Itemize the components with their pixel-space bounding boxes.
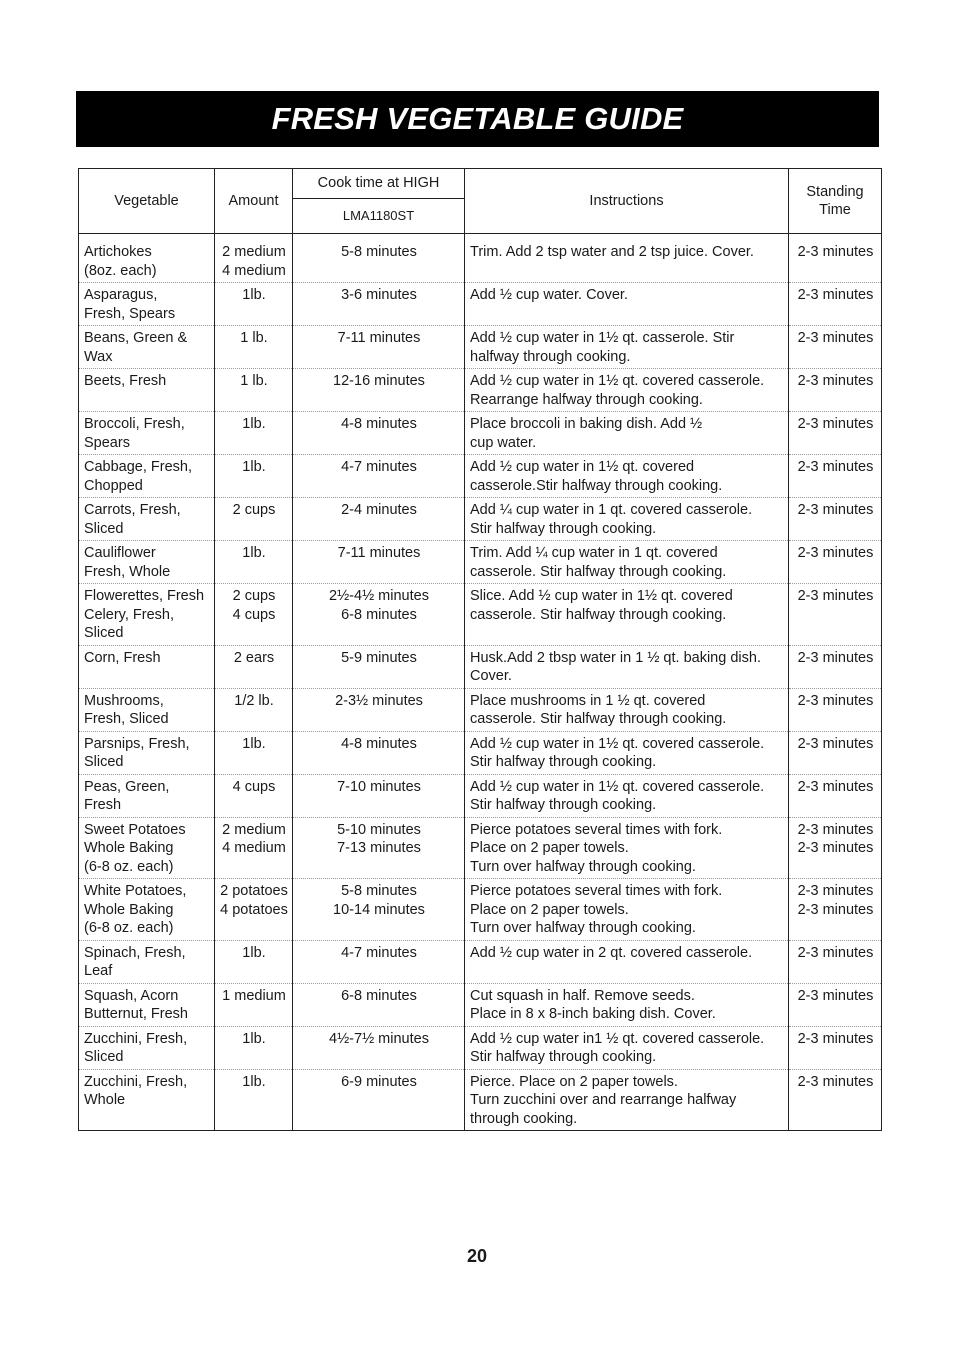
- amount-cell-line: 1lb.: [242, 416, 266, 432]
- vegetable-cell: [79, 240, 215, 283]
- cook-time-cell: [293, 369, 465, 412]
- instructions-cell: [465, 688, 789, 731]
- instructions-cell: [465, 731, 789, 774]
- vegetable-cell-line: (6-8 oz. each): [84, 920, 174, 936]
- instructions-cell-line: Turn zucchini over and rearrange halfway: [470, 1092, 737, 1108]
- table-row: [79, 774, 882, 817]
- instructions-cell-line: Place mushrooms in 1 ½ qt. covered: [470, 692, 706, 709]
- standing-time-cell: [789, 940, 882, 983]
- amount-cell-line: 2 medium: [222, 821, 286, 838]
- table-row: [79, 817, 882, 879]
- standing-time-cell-line: 2-3 minutes: [797, 244, 874, 260]
- vegetable-cell-line: Fresh, Whole: [84, 563, 171, 580]
- instructions-cell-line: Place on 2 paper towels.: [470, 901, 629, 918]
- table-row: [79, 326, 882, 369]
- amount-cell-line: 2 potatoes: [220, 883, 288, 899]
- instructions-cell: [465, 879, 789, 941]
- standing-time-cell-line: 2-3 minutes: [797, 502, 874, 518]
- vegetable-cell-line: Sliced: [84, 625, 124, 641]
- cook-time-cell: [293, 774, 465, 817]
- cook-time-cell-line: 4-7 minutes: [341, 944, 417, 961]
- standing-time-cell-line: 2-3 minutes: [797, 1073, 874, 1090]
- instructions-cell: [465, 1069, 789, 1131]
- amount-cell-line: 1lb.: [242, 1073, 266, 1090]
- vegetable-cell-line: Corn, Fresh: [84, 649, 161, 666]
- vegetable-cell-line: Sweet Potatoes: [84, 821, 186, 838]
- cook-time-cell-line: 5-8 minutes: [341, 883, 417, 899]
- cook-time-cell: [293, 283, 465, 326]
- vegetable-cell: [79, 983, 215, 1026]
- cook-time-cell-line: 12-16 minutes: [333, 373, 425, 389]
- vegetable-cell-line: Beans, Green &: [84, 330, 188, 346]
- instructions-cell-line: Add ½ cup water in 2 qt. covered casserole.: [470, 944, 753, 961]
- cook-time-cell-line: 2-4 minutes: [341, 502, 417, 518]
- page-title: FRESH VEGETABLE GUIDE: [271, 101, 684, 136]
- cook-time-cell-line: 3-6 minutes: [341, 287, 417, 303]
- table-header: [79, 169, 882, 234]
- header-standing-line1: Standing: [806, 183, 864, 200]
- amount-cell: [215, 455, 293, 498]
- standing-time-cell: [789, 240, 882, 283]
- vegetable-cell-line: Fresh, Sliced: [84, 711, 169, 727]
- vegetable-cell-line: Chopped: [84, 477, 143, 494]
- vegetable-cell-line: Fresh: [84, 797, 122, 813]
- vegetable-cell-line: Sliced: [84, 520, 124, 537]
- amount-cell: [215, 369, 293, 412]
- amount-cell: [215, 688, 293, 731]
- instructions-cell-line: cup water.: [470, 434, 537, 451]
- vegetable-cell-line: Peas, Green,: [84, 778, 170, 795]
- standing-time-cell: [789, 326, 882, 369]
- header-standing-line2: Time: [819, 202, 851, 218]
- standing-time-cell: [789, 584, 882, 646]
- amount-cell-line: 1lb.: [242, 545, 266, 561]
- standing-time-cell: [789, 817, 882, 879]
- vegetable-cell-line: Cabbage, Fresh,: [84, 459, 193, 475]
- vegetable-cell-line: Whole: [84, 1092, 126, 1108]
- amount-cell-line: 1lb.: [242, 944, 266, 961]
- amount-cell: [215, 940, 293, 983]
- amount-cell: [215, 326, 293, 369]
- instructions-cell: [465, 774, 789, 817]
- instructions-cell: [465, 283, 789, 326]
- cook-time-cell-line: 2½-4½ minutes: [329, 588, 429, 604]
- standing-time-cell-line: 2-3 minutes: [797, 287, 874, 303]
- table-row: [79, 498, 882, 541]
- instructions-cell-line: Cut squash in half. Remove seeds.: [470, 987, 695, 1004]
- instructions-cell-line: Add ½ cup water. Cover.: [470, 287, 628, 303]
- amount-cell: [215, 584, 293, 646]
- instructions-cell-line: Place on 2 paper towels.: [470, 840, 629, 856]
- cook-time-cell: [293, 1069, 465, 1131]
- instructions-cell-line: Place in 8 x 8-inch baking dish. Cover.: [470, 1006, 716, 1022]
- instructions-cell-line: halfway through cooking.: [470, 348, 631, 365]
- instructions-cell: [465, 983, 789, 1026]
- amount-cell: [215, 1026, 293, 1069]
- standing-time-cell-line: 2-3 minutes: [797, 649, 874, 666]
- vegetable-cell: [79, 774, 215, 817]
- cook-time-cell: [293, 983, 465, 1026]
- table-body: [79, 234, 882, 1131]
- instructions-cell-line: Add ½ cup water in 1½ qt. covered casserole.: [470, 735, 765, 752]
- cook-time-cell-line: 4-8 minutes: [341, 416, 417, 432]
- cook-time-cell: [293, 817, 465, 879]
- vegetable-cell: [79, 584, 215, 646]
- instructions-cell: [465, 369, 789, 412]
- amount-cell-line: 4 medium: [222, 840, 286, 856]
- standing-time-cell: [789, 283, 882, 326]
- amount-cell: [215, 412, 293, 455]
- vegetable-cell: [79, 1026, 215, 1069]
- instructions-cell-line: Add ¼ cup water in 1 qt. covered casserole.: [470, 502, 753, 518]
- cook-time-cell: [293, 731, 465, 774]
- standing-time-cell-line: 2-3 minutes: [797, 901, 874, 918]
- standing-time-cell-line: 2-3 minutes: [797, 545, 874, 561]
- vegetable-cell: [79, 369, 215, 412]
- amount-cell-line: 1lb.: [242, 459, 266, 475]
- instructions-cell-line: Stir halfway through cooking.: [470, 754, 657, 770]
- vegetable-cell-line: Wax: [84, 348, 113, 365]
- instructions-cell-line: Add ½ cup water in 1½ qt. covered: [470, 459, 695, 475]
- vegetable-cell: [79, 455, 215, 498]
- instructions-cell: [465, 541, 789, 584]
- instructions-cell-line: Stir halfway through cooking.: [470, 1049, 657, 1065]
- instructions-cell-line: Add ½ cup water in 1½ qt. covered casserole.: [470, 373, 765, 389]
- standing-time-cell: [789, 879, 882, 941]
- amount-cell-line: 4 cups: [232, 606, 276, 623]
- amount-cell: [215, 498, 293, 541]
- instructions-cell-line: casserole. Stir halfway through cooking.: [470, 563, 727, 580]
- standing-time-cell-line: 2-3 minutes: [797, 459, 874, 475]
- vegetable-cell-line: Spinach, Fresh,: [84, 944, 186, 961]
- vegetable-cell-line: Carrots, Fresh,: [84, 502, 181, 518]
- instructions-cell-line: Pierce potatoes several times with fork.: [470, 821, 723, 838]
- vegetable-cell-line: Spears: [84, 434, 130, 451]
- instructions-cell: [465, 240, 789, 283]
- amount-cell-line: 1 medium: [222, 987, 286, 1004]
- amount-cell: [215, 817, 293, 879]
- amount-cell-line: 2 cups: [232, 588, 276, 604]
- instructions-cell-line: Stir halfway through cooking.: [470, 797, 657, 813]
- table-row: [79, 645, 882, 688]
- cook-time-cell-line: 2-3½ minutes: [335, 692, 423, 709]
- standing-time-cell-line: 2-3 minutes: [797, 778, 874, 795]
- instructions-cell: [465, 817, 789, 879]
- amount-cell: [215, 645, 293, 688]
- amount-cell: [215, 240, 293, 283]
- cook-time-cell-line: 4-7 minutes: [341, 459, 417, 475]
- cook-time-cell-line: 6-8 minutes: [341, 606, 417, 623]
- cook-time-cell-line: 10-14 minutes: [333, 901, 425, 918]
- cook-time-cell-line: 6-9 minutes: [341, 1073, 417, 1090]
- amount-cell: [215, 1069, 293, 1131]
- instructions-cell-line: casserole.Stir halfway through cooking.: [470, 477, 723, 494]
- table-row: [79, 541, 882, 584]
- cook-time-cell-line: 7-13 minutes: [337, 840, 421, 856]
- cook-time-cell: [293, 879, 465, 941]
- standing-time-cell-line: 2-3 minutes: [797, 987, 874, 1004]
- cook-time-cell-line: 5-10 minutes: [337, 821, 421, 838]
- table-row: [79, 283, 882, 326]
- cook-time-cell: [293, 498, 465, 541]
- amount-cell: [215, 879, 293, 941]
- cook-time-cell: [293, 455, 465, 498]
- instructions-cell-line: Place broccoli in baking dish. Add ½: [470, 416, 703, 432]
- instructions-cell-line: Stir halfway through cooking.: [470, 520, 657, 537]
- amount-cell: [215, 983, 293, 1026]
- standing-time-cell-line: 2-3 minutes: [797, 735, 874, 752]
- vegetable-cell-line: Whole Baking: [84, 840, 174, 856]
- header-standing-time: [789, 169, 882, 234]
- amount-cell: [215, 774, 293, 817]
- cook-time-cell-line: 7-10 minutes: [337, 778, 421, 795]
- vegetable-cell-line: Flowerettes, Fresh: [84, 588, 205, 604]
- instructions-cell-line: Add ½ cup water in 1½ qt. covered casserole.: [470, 778, 765, 795]
- vegetable-cell-line: Broccoli, Fresh,: [84, 416, 185, 432]
- cook-time-cell-line: 4½-7½ minutes: [329, 1030, 429, 1047]
- vegetable-cell-line: Asparagus,: [84, 287, 158, 303]
- cook-time-cell: [293, 240, 465, 283]
- amount-cell-line: 1lb.: [242, 735, 266, 752]
- header-cook-time: Cook time at HIGH: [293, 169, 465, 199]
- amount-cell-line: 2 medium: [222, 244, 286, 260]
- table-row: [79, 1026, 882, 1069]
- vegetable-cell: [79, 731, 215, 774]
- standing-time-cell: [789, 645, 882, 688]
- standing-time-cell-line: 2-3 minutes: [797, 416, 874, 432]
- vegetable-cell-line: Zucchini, Fresh,: [84, 1030, 188, 1047]
- standing-time-cell-line: 2-3 minutes: [797, 944, 874, 961]
- header-amount: Amount: [215, 169, 293, 234]
- instructions-cell-line: Pierce potatoes several times with fork.: [470, 883, 723, 899]
- cook-time-cell-line: 4-8 minutes: [341, 735, 417, 752]
- cook-time-cell-line: 5-8 minutes: [341, 244, 417, 260]
- amount-cell-line: 1/2 lb.: [234, 692, 274, 709]
- vegetable-cell: [79, 498, 215, 541]
- table-row: [79, 1069, 882, 1131]
- amount-cell-line: 1 lb.: [240, 330, 268, 346]
- table-row: [79, 731, 882, 774]
- table-row: [79, 369, 882, 412]
- standing-time-cell-line: 2-3 minutes: [797, 330, 874, 346]
- standing-time-cell-line: 2-3 minutes: [797, 1030, 874, 1047]
- standing-time-cell: [789, 369, 882, 412]
- vegetable-cell-line: Beets, Fresh: [84, 373, 167, 389]
- table-row: [79, 584, 882, 646]
- standing-time-cell: [789, 412, 882, 455]
- vegetable-cell-line: Fresh, Spears: [84, 305, 176, 322]
- instructions-cell-line: Add ½ cup water in1 ½ qt. covered casserole.: [470, 1030, 765, 1047]
- instructions-cell-line: casserole. Stir halfway through cooking.: [470, 606, 727, 623]
- cook-time-cell: [293, 688, 465, 731]
- standing-time-cell: [789, 541, 882, 584]
- cook-time-cell: [293, 326, 465, 369]
- cook-time-cell: [293, 645, 465, 688]
- amount-cell: [215, 731, 293, 774]
- cook-time-cell: [293, 584, 465, 646]
- header-vegetable: Vegetable: [79, 169, 215, 234]
- standing-time-cell-line: 2-3 minutes: [797, 883, 874, 899]
- standing-time-cell: [789, 1026, 882, 1069]
- table-row: [79, 940, 882, 983]
- cook-time-cell: [293, 1026, 465, 1069]
- vegetable-cell: [79, 645, 215, 688]
- vegetable-cell: [79, 283, 215, 326]
- amount-cell-line: 1lb.: [242, 1030, 266, 1047]
- instructions-cell: [465, 940, 789, 983]
- cook-time-cell-line: 7-11 minutes: [337, 545, 421, 561]
- cook-time-cell: [293, 412, 465, 455]
- amount-cell-line: 1lb.: [242, 287, 266, 303]
- vegetable-cell: [79, 326, 215, 369]
- title-banner: [76, 91, 879, 147]
- vegetable-cell: [79, 688, 215, 731]
- standing-time-cell: [789, 455, 882, 498]
- cook-time-cell-line: 5-9 minutes: [341, 649, 417, 666]
- amount-cell-line: 4 potatoes: [220, 901, 288, 918]
- vegetable-cell-line: (8oz. each): [84, 262, 157, 279]
- standing-time-cell-line: 2-3 minutes: [797, 821, 874, 838]
- standing-time-cell: [789, 774, 882, 817]
- instructions-cell: [465, 1026, 789, 1069]
- vegetable-cell-line: Butternut, Fresh: [84, 1006, 188, 1022]
- cook-time-cell-line: 6-8 minutes: [341, 987, 417, 1004]
- table-row: [79, 983, 882, 1026]
- header-model: LMA1180ST: [293, 199, 465, 234]
- header-instructions: Instructions: [465, 169, 789, 234]
- instructions-cell: [465, 455, 789, 498]
- cook-time-cell: [293, 541, 465, 584]
- instructions-cell-line: Rearrange halfway through cooking.: [470, 391, 703, 408]
- instructions-cell-line: Add ½ cup water in 1½ qt. casserole. Stir: [470, 330, 735, 346]
- instructions-cell-line: Trim. Add ¼ cup water in 1 qt. covered: [470, 545, 718, 561]
- instructions-cell-line: Slice. Add ½ cup water in 1½ qt. covered: [470, 588, 733, 604]
- table-row: [79, 455, 882, 498]
- vegetable-cell-line: Whole Baking: [84, 901, 174, 918]
- vegetable-cell-line: Cauliflower: [84, 545, 156, 561]
- standing-time-cell: [789, 731, 882, 774]
- instructions-cell: [465, 584, 789, 646]
- instructions-cell: [465, 412, 789, 455]
- amount-cell-line: 4 cups: [232, 778, 276, 795]
- instructions-cell-line: Turn over halfway through cooking.: [470, 920, 696, 936]
- standing-time-cell: [789, 498, 882, 541]
- vegetable-guide-table: [78, 168, 882, 1131]
- table-row: [79, 240, 882, 283]
- vegetable-cell-line: White Potatoes,: [84, 883, 187, 899]
- instructions-cell: [465, 498, 789, 541]
- vegetable-cell: [79, 817, 215, 879]
- instructions-cell-line: Pierce. Place on 2 paper towels.: [470, 1073, 678, 1090]
- table-row: [79, 688, 882, 731]
- vegetable-cell: [79, 940, 215, 983]
- instructions-cell-line: Turn over halfway through cooking.: [470, 858, 696, 875]
- table-row: [79, 412, 882, 455]
- amount-cell-line: 1 lb.: [240, 373, 268, 389]
- vegetable-cell-line: Parsnips, Fresh,: [84, 735, 190, 752]
- vegetable-cell-line: Leaf: [84, 963, 113, 979]
- vegetable-cell-line: Squash, Acorn: [84, 987, 179, 1004]
- instructions-cell-line: Husk.Add 2 tbsp water in 1 ½ qt. baking dish.: [470, 649, 761, 666]
- instructions-cell-line: casserole. Stir halfway through cooking.: [470, 711, 727, 727]
- instructions-cell: [465, 326, 789, 369]
- standing-time-cell-line: 2-3 minutes: [797, 588, 874, 604]
- amount-cell: [215, 283, 293, 326]
- vegetable-cell: [79, 412, 215, 455]
- amount-cell: [215, 541, 293, 584]
- standing-time-cell-line: 2-3 minutes: [797, 373, 874, 389]
- vegetable-cell-line: Sliced: [84, 1049, 124, 1065]
- standing-time-cell: [789, 688, 882, 731]
- page-number: 20: [466, 1246, 488, 1266]
- instructions-cell-line: Trim. Add 2 tsp water and 2 tsp juice. Cover.: [470, 244, 754, 260]
- instructions-cell: [465, 645, 789, 688]
- standing-time-cell-line: 2-3 minutes: [797, 840, 874, 856]
- instructions-cell-line: through cooking.: [470, 1110, 578, 1127]
- vegetable-cell-line: Celery, Fresh,: [84, 606, 174, 623]
- table-row: [79, 879, 882, 941]
- vegetable-cell: [79, 1069, 215, 1131]
- vegetable-cell-line: Sliced: [84, 754, 124, 770]
- vegetable-cell-line: Mushrooms,: [84, 692, 164, 709]
- cook-time-cell: [293, 940, 465, 983]
- vegetable-cell-line: Artichokes: [84, 244, 152, 260]
- vegetable-cell: [79, 879, 215, 941]
- vegetable-cell-line: (6-8 oz. each): [84, 858, 174, 875]
- amount-cell-line: 4 medium: [222, 262, 286, 279]
- standing-time-cell: [789, 983, 882, 1026]
- standing-time-cell: [789, 1069, 882, 1131]
- vegetable-cell-line: Zucchini, Fresh,: [84, 1073, 188, 1090]
- amount-cell-line: 2 ears: [233, 649, 275, 666]
- instructions-cell-line: Cover.: [470, 668, 512, 684]
- standing-time-cell-line: 2-3 minutes: [797, 692, 874, 709]
- amount-cell-line: 2 cups: [232, 502, 276, 518]
- vegetable-cell: [79, 541, 215, 584]
- cook-time-cell-line: 7-11 minutes: [337, 330, 421, 346]
